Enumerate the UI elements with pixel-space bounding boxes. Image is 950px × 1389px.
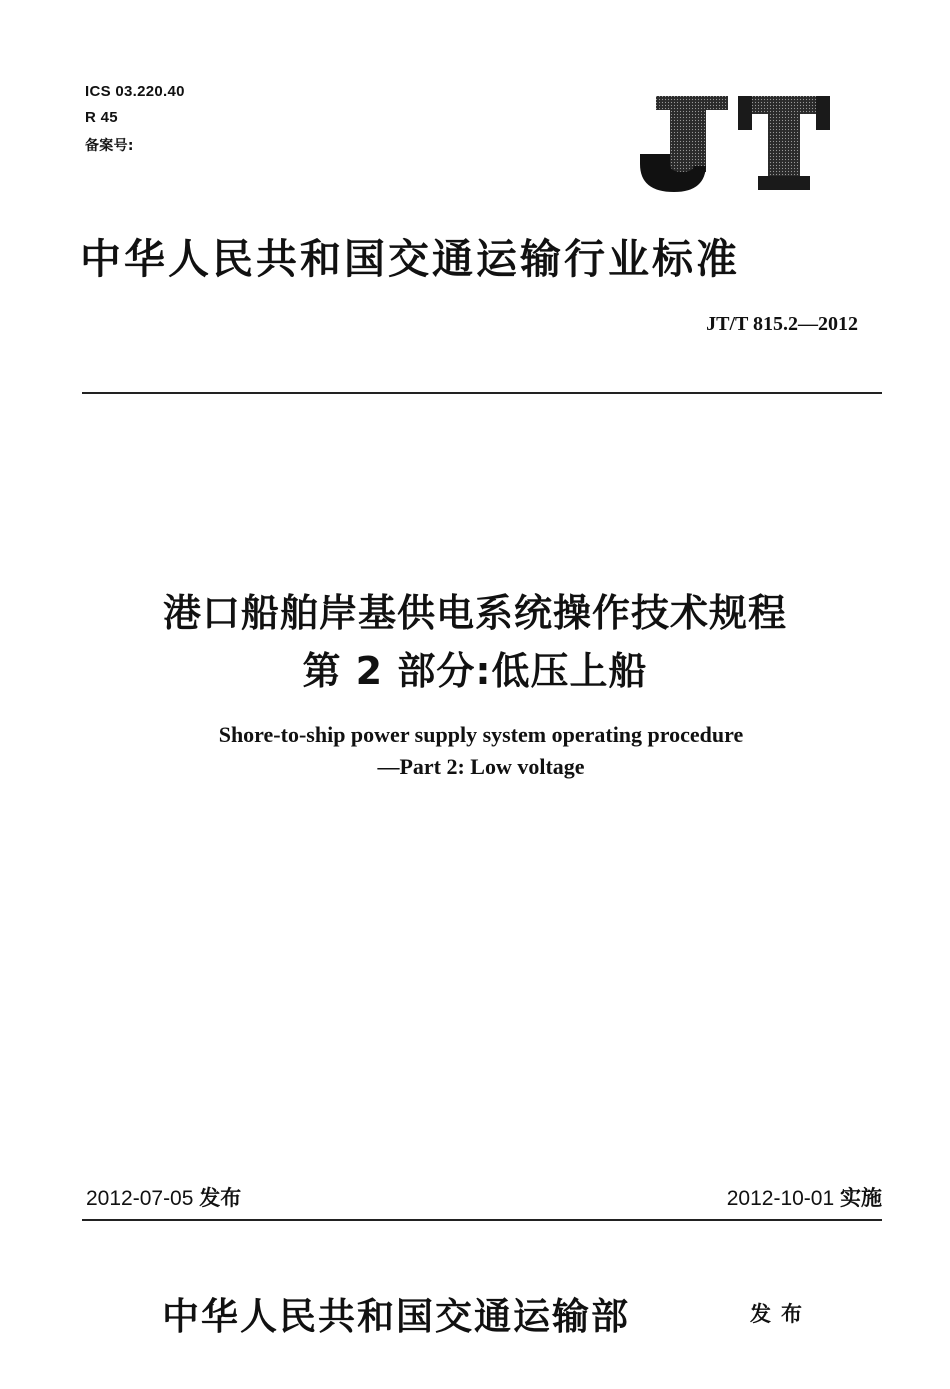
standard-title: 中华人民共和国交通运输行业标准 (80, 235, 740, 283)
header-divider (82, 392, 882, 394)
issue-date-label: 发布 (199, 1186, 242, 1210)
jt-logo (634, 92, 834, 194)
issue-date (86, 1182, 241, 1212)
issue-date-value: 2012-07-05 (86, 1187, 194, 1210)
issuer-name: 中华人民共和国交通运输部 (162, 1294, 630, 1338)
jt-logo-graphic (634, 92, 834, 194)
footer-divider (82, 1219, 882, 1221)
document-title-cn-line1: 港口船舶岸基供电系统操作技术规程 (162, 591, 787, 635)
implementation-date (727, 1182, 882, 1212)
document-title-cn-line2: 第 2 部分:低压上船 (302, 649, 648, 693)
classification-code: R 45 (85, 109, 118, 126)
record-number-label: 备案号: (85, 138, 134, 154)
ics-code: ICS 03.220.40 (85, 83, 185, 100)
standard-number: JT/T 815.2—2012 (706, 313, 858, 335)
implementation-date-label: 实施 (840, 1186, 882, 1210)
implementation-date-value: 2012-10-01 (726, 1187, 835, 1210)
issuer-action: 发布 (750, 1302, 812, 1326)
document-title-en-line2: —Part 2: Low voltage (377, 754, 585, 779)
document-title-en-line1: Shore-to-ship power supply system operating procedure (218, 722, 744, 747)
